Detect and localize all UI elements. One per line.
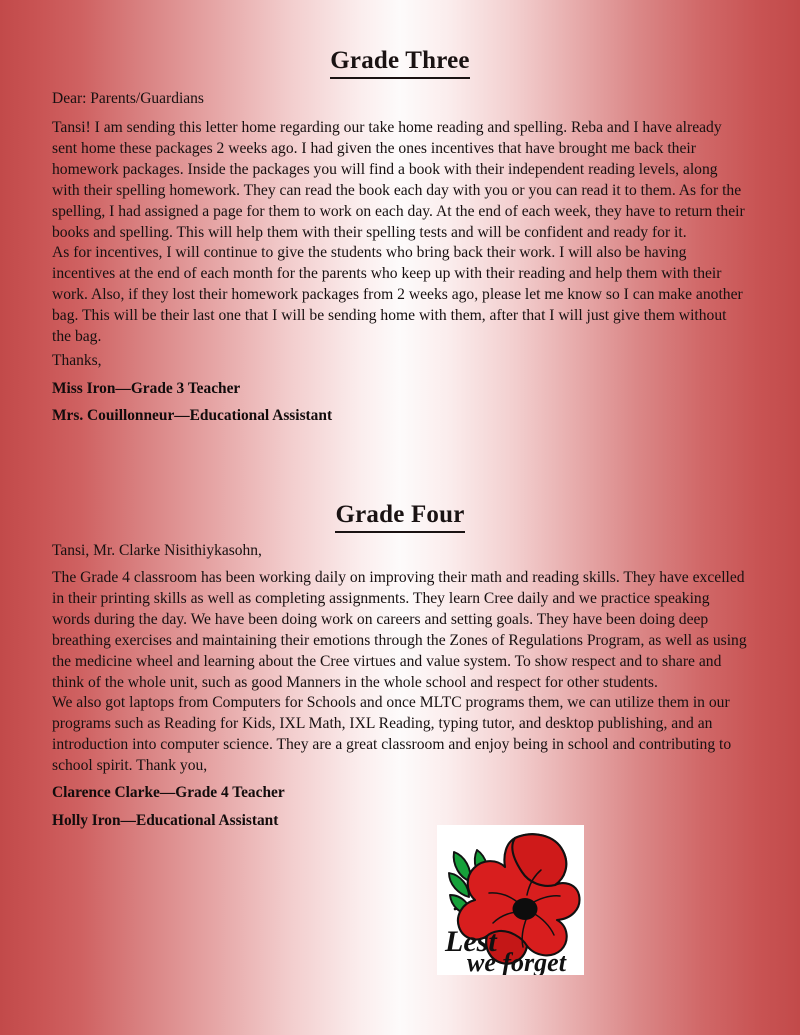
grade-three-heading xyxy=(52,47,748,79)
grade-three-paragraph-2: As for incentives, I will continue to give the students who bring back their work. I will also be having incentives at the end of each month for the parents who keep up with their reading and help them with their work. Also, if they lost their homework packages from 2 weeks ago, please let me know so I can make another bag. This will be their last one that I will be sending home with them, after that I will just give them without the bag. xyxy=(52,244,743,345)
grade-three-signature-assistant: Mrs. Couillonneur—Educational Assistant xyxy=(52,407,333,424)
grade-three-closing: Thanks, xyxy=(52,352,102,369)
caption-line-2: we forget xyxy=(467,948,566,975)
grade-three-signature-teacher: Miss Iron—Grade 3 Teacher xyxy=(52,380,241,397)
poppy-lest-we-forget-icon xyxy=(437,825,584,975)
grade-four-signature-teacher: Clarence Clarke—Grade 4 Teacher xyxy=(52,784,285,801)
poppy-center-icon xyxy=(513,898,538,920)
grade-four-salutation: Tansi, Mr. Clarke Nisithiykasohn, xyxy=(52,542,262,559)
grade-four-paragraph-1: The Grade 4 classroom has been working daily on improving their math and reading skills. They have excelled in their printing skills as well as completing assignments. They learn Cree daily and we practice speaking words during the day. We have been doing work on careers and setting goals. They have been doing deep breathing exercises and maintaining their emotions through the Zones of Regulations Program, as well as using the medicine wheel and learning about the Cree virtues and value system. To show respect and to share and think of the whole unit, such as good Manners in the whole school and respect for other students. xyxy=(52,569,747,691)
grade-three-paragraph-1: Tansi! I am sending this letter home regarding our take home reading and spelling. Reba and I have already sent home these packages 2 weeks ago. I had given the ones incentives that have brought me back their homework packages. Inside the packages you will find a book with their independent reading levels, along with their spelling homework. They can read the book each day with you or you can read it to them. As for the spelling, I had assigned a page for them to work on each day. At the end of each week, they have to return their books and spelling. This will help them with their spelling tests and will be confident and ready for it. xyxy=(52,119,745,241)
caption-line-1: Lest xyxy=(445,925,497,958)
grade-four-signature-assistant: Holly Iron—Educational Assistant xyxy=(52,812,279,829)
grade-three-salutation: Dear: Parents/Guardians xyxy=(52,90,204,107)
document-content xyxy=(52,0,748,1035)
grade-three-title-text: Grade Three xyxy=(330,47,469,79)
grade-four-title-text: Grade Four xyxy=(335,501,464,533)
grade-four-paragraph-2: We also got laptops from Computers for Schools and once MLTC programs them, we can utilize them in our programs such as Reading for Kids, IXL Math, IXL Reading, typing tutor, and desktop publishing, and an introduction into computer science. They are a great classroom and enjoy being in school and contributing to school spirit. Thank you, xyxy=(52,694,732,774)
poppy-emblem-container xyxy=(437,825,584,975)
grade-four-heading xyxy=(52,501,748,533)
